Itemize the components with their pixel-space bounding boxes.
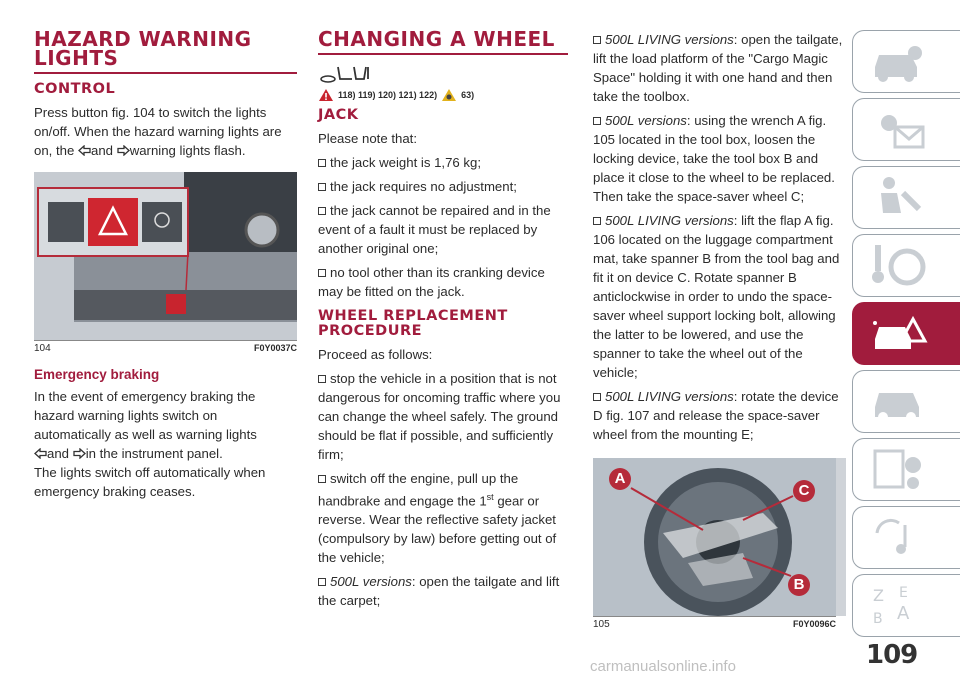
list-item: 500L LIVING versions: rotate the device D fig. 107 and release the space-saver wheel from the mounting E; — [593, 389, 839, 442]
emergency-paragraph: In the event of emergency braking the hazard warning lights switch on automatically as well as warning lights and in the instrument panel. The lights switch off automatically when emergency braking ceases. — [34, 389, 266, 499]
tab-emergency[interactable] — [852, 302, 960, 365]
watermark: carmanualsonline.info — [590, 658, 736, 675]
subtitle-control: CONTROL — [34, 81, 116, 97]
figure-104-image — [34, 172, 297, 340]
multimedia-note-icon — [869, 513, 929, 561]
callout-b: B — [788, 574, 810, 596]
procedure-intro: Proceed as follows: — [318, 347, 433, 362]
subtitle-emergency-braking: Emergency braking — [34, 367, 160, 382]
subtitle-procedure: WHEEL REPLACEMENT PROCEDURE — [318, 308, 508, 339]
section-title-wheel: CHANGING A WHEEL — [318, 30, 568, 55]
turn-left-icon — [34, 448, 47, 459]
car-dashboard-icon — [869, 37, 929, 85]
list-item: 500L LIVING versions: open the tailgate, lift the load platform of the "Cargo Magic Space" holding it with one hand and then take the toolbox. — [593, 32, 843, 104]
turn-right-icon — [117, 145, 130, 156]
tab-dashboard[interactable] — [852, 30, 960, 93]
index-letters-icon — [869, 581, 929, 629]
figure-105-caption — [593, 616, 836, 631]
caution-icon — [441, 88, 457, 102]
tab-safety[interactable] — [852, 166, 960, 229]
list-item: 500L versions: using the wrench A fig. 105 located in the tool box, loosen the locking device, take the tool box B and place it close to the wheel to be replaced. Then take the space-saver wheel C; — [593, 113, 835, 204]
lights-mail-icon — [869, 105, 929, 153]
list-item: the jack cannot be repaired and in the event of a fault it must be replaced by another original one; — [318, 203, 551, 256]
tab-index[interactable] — [852, 574, 960, 637]
list-item: 500L versions: open the tailgate and lift the carpet; — [318, 574, 560, 609]
callout-c: C — [793, 480, 815, 502]
list-item: the jack requires no adjustment; — [318, 177, 568, 196]
list-item: the jack weight is 1,76 kg; — [318, 153, 568, 172]
warning-icon — [318, 88, 334, 102]
figure-number: 105 — [593, 619, 610, 630]
callout-a: A — [609, 468, 631, 490]
column-2 — [318, 27, 568, 615]
tab-starting[interactable] — [852, 234, 960, 297]
jack-intro: Please note that: — [318, 131, 417, 146]
specs-gears-icon — [869, 445, 929, 493]
turn-right-icon — [73, 448, 86, 459]
figure-code: F0Y0096C — [792, 619, 836, 629]
list-item: switch off the engine, pull up the handbrake and engage the 1st gear or reverse. Wear the reflective safety jacket (compulsory by law) before getting out of the vehicle; — [318, 471, 557, 566]
list-item: no tool other than its cranking device may be fitted on the jack. — [318, 265, 545, 299]
figure-105-image — [593, 458, 846, 616]
svg-text:E: E — [899, 585, 908, 601]
column-1 — [34, 27, 297, 506]
turn-left-icon — [78, 145, 91, 156]
car-emergency-icon — [869, 309, 929, 357]
key-steering-wheel-icon — [869, 241, 929, 289]
control-paragraph: Press button fig. 104 to switch the lights on/off. When the hazard warning lights are on, the and warning lights flash. — [34, 105, 282, 158]
seat-airbag-icon — [869, 173, 929, 221]
svg-text:Z: Z — [873, 586, 884, 605]
car-maintenance-icon — [869, 377, 929, 425]
tab-lights[interactable] — [852, 98, 960, 161]
page-number: 109 — [866, 640, 918, 670]
warning-references: 118) 119) 120) 121) 122) 63) — [318, 88, 568, 102]
lue-logo-icon — [318, 61, 568, 85]
column-3 — [593, 30, 846, 631]
subtitle-jack: JACK — [318, 107, 359, 123]
figure-code: F0Y0037C — [253, 343, 297, 353]
tab-multimedia[interactable] — [852, 506, 960, 569]
svg-text:A: A — [897, 603, 910, 624]
section-title-hazard: HAZARD WARNING LIGHTS — [34, 30, 297, 74]
tab-maintenance[interactable] — [852, 370, 960, 433]
figure-104-caption — [34, 340, 297, 355]
svg-text:B: B — [873, 611, 883, 627]
list-item: stop the vehicle in a position that is not dangerous for oncoming traffic where you can change the wheel safely. The ground should be flat if possible, and sufficiently firm; — [318, 371, 561, 462]
tab-specs[interactable] — [852, 438, 960, 501]
chapter-tabs — [852, 30, 960, 642]
figure-number: 104 — [34, 343, 51, 354]
list-item: 500L LIVING versions: lift the flap A fig. 106 located on the luggage compartment mat, take spanner B from the tool bag and fit it on device C. Rotate spanner B anticlockwise in order to undo the space-saver wheel support locking bolt, allowing the latter to be lowered, and use the spanner to take the wheel out of the vehicle; — [593, 213, 840, 380]
